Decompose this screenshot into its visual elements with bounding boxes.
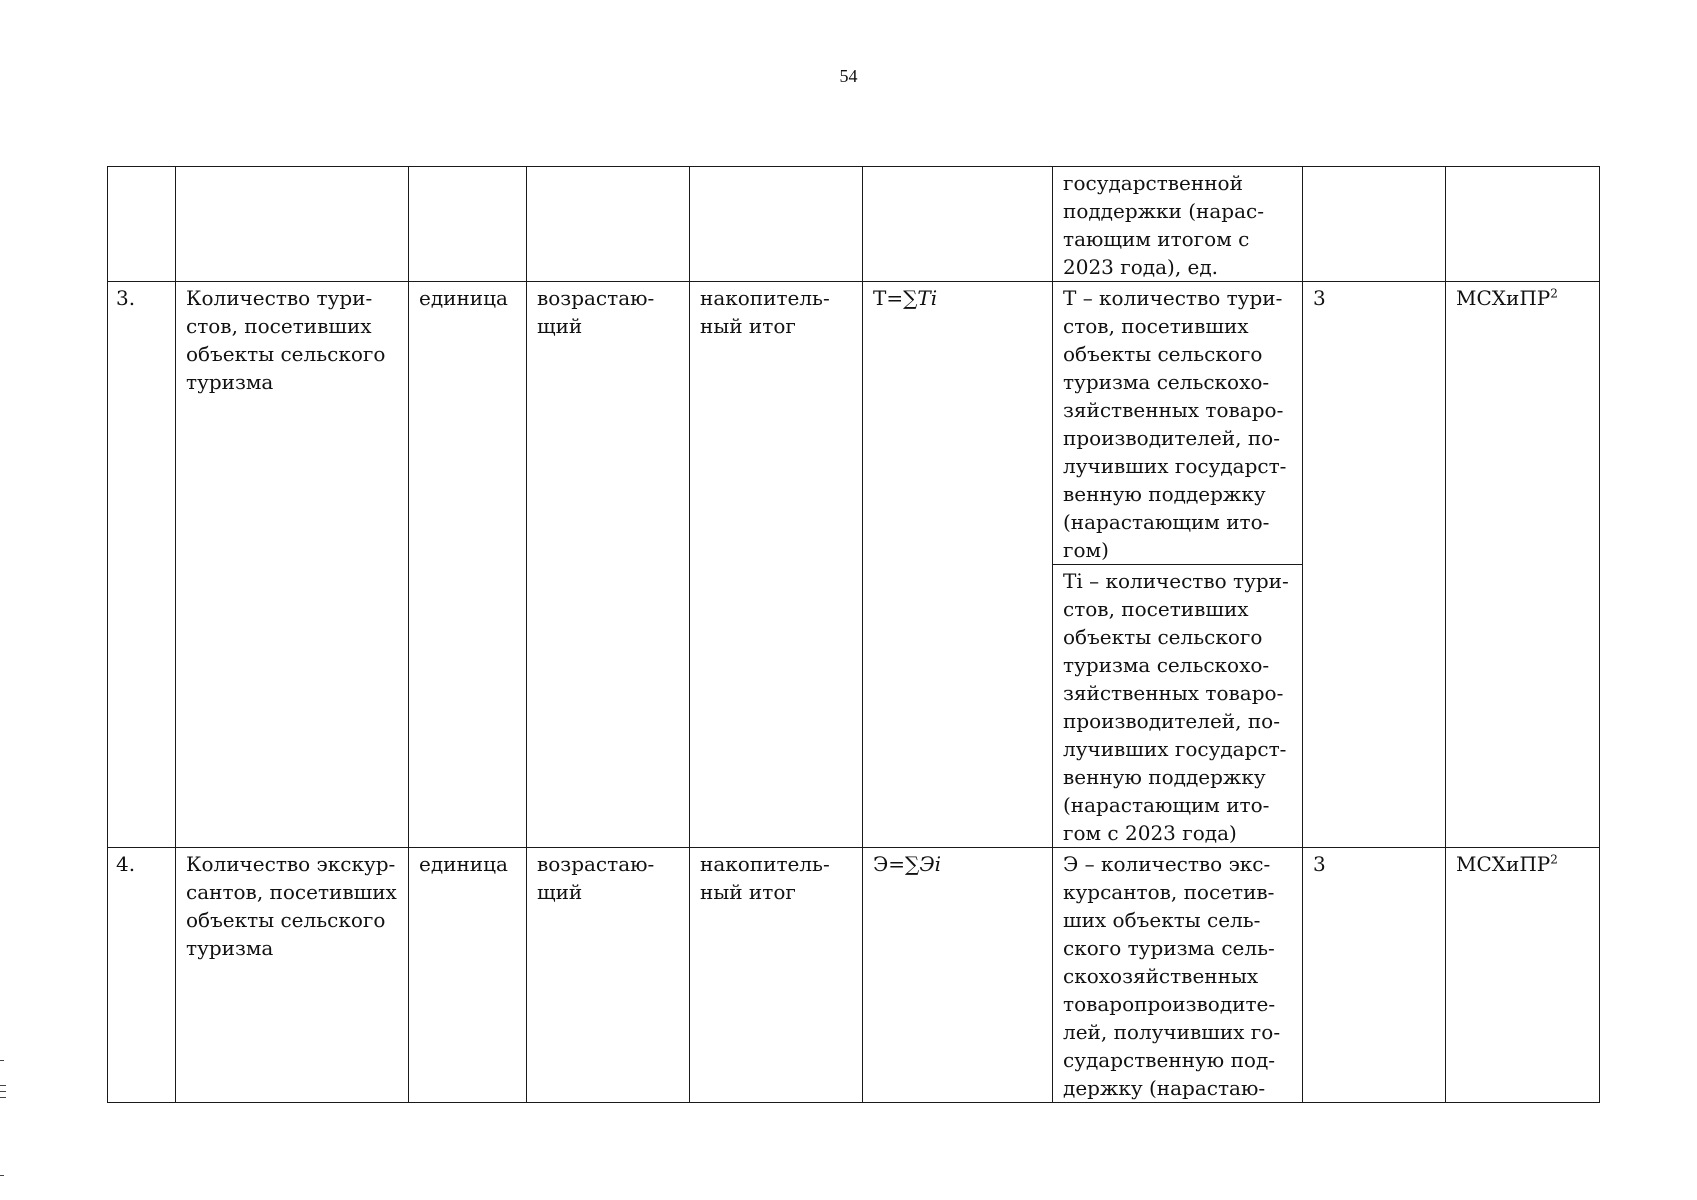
formula-prefix: T=∑ [873,286,918,310]
indicator-name: Количество экскур-сантов, посетивших объекты сельского туризма [176,848,409,1103]
formula-variable: Эi [919,852,942,876]
source [1446,282,1600,848]
scan-mark [0,1091,6,1092]
scan-mark [0,1060,4,1061]
formula-variable: Ti [917,286,938,310]
variable-description: Т – количество тури-стов, посетивших объекты сельского туризма сельскохо-зяйственных товаро-производителей, по-лучивших государст-венную поддержку (нарастающим ито-гом) [1053,282,1303,565]
calc-method: накопитель-ный итог [690,848,863,1103]
cell-method [690,167,863,282]
source [1446,848,1600,1103]
calc-method: накопитель-ный итог [690,282,863,848]
cell-formula [863,167,1053,282]
row-number: 3. [108,282,176,848]
indicators-table [107,166,1600,1103]
table-row-3 [108,282,1600,565]
scan-mark [0,1097,6,1098]
indicator-name: Количество тури-стов, посетивших объекты сельского туризма [176,282,409,848]
row-number: 4. [108,848,176,1103]
dynamics: возрастаю-щий [527,282,690,848]
formula [863,282,1053,848]
scan-mark [0,1175,4,1176]
unit: единица [409,282,527,848]
dynamics: возрастаю-щий [527,848,690,1103]
page-number: 54 [839,66,858,86]
variable-description: Ti – количество тури-стов, посетивших объекты сельского туризма сельскохо-зяйственных товаро-производителей, по-лучивших государст-венную поддержку (нарастающим ито-гом с 2023 года) [1053,565,1303,848]
cell-unit [409,167,527,282]
formula [863,848,1053,1103]
formula-prefix: Э=∑ [873,852,920,876]
cell-code [1303,167,1446,282]
source-footnote: 2 [1550,852,1558,867]
variable-description: Э – количество экс-курсантов, посетив-ших объекты сель-ского туризма сель-скохозяйственных товаропроизводите-лей, получивших го-сударственную под-держку (нарастаю- [1053,848,1303,1103]
source-footnote: 2 [1550,286,1558,301]
unit: единица [409,848,527,1103]
table-row-4 [108,848,1600,1103]
scan-mark [0,1085,6,1086]
source-label: МСХиПР [1456,852,1551,876]
cell-description: государственной поддержки (нарас-тающим итогом с 2023 года), ед. [1053,167,1303,282]
source-label: МСХиПР [1456,286,1551,310]
cell-num [108,167,176,282]
cell-source [1446,167,1600,282]
code: 3 [1303,848,1446,1103]
cell-dynamics [527,167,690,282]
cell-name [176,167,409,282]
continuation-row [108,167,1600,282]
code: 3 [1303,282,1446,848]
